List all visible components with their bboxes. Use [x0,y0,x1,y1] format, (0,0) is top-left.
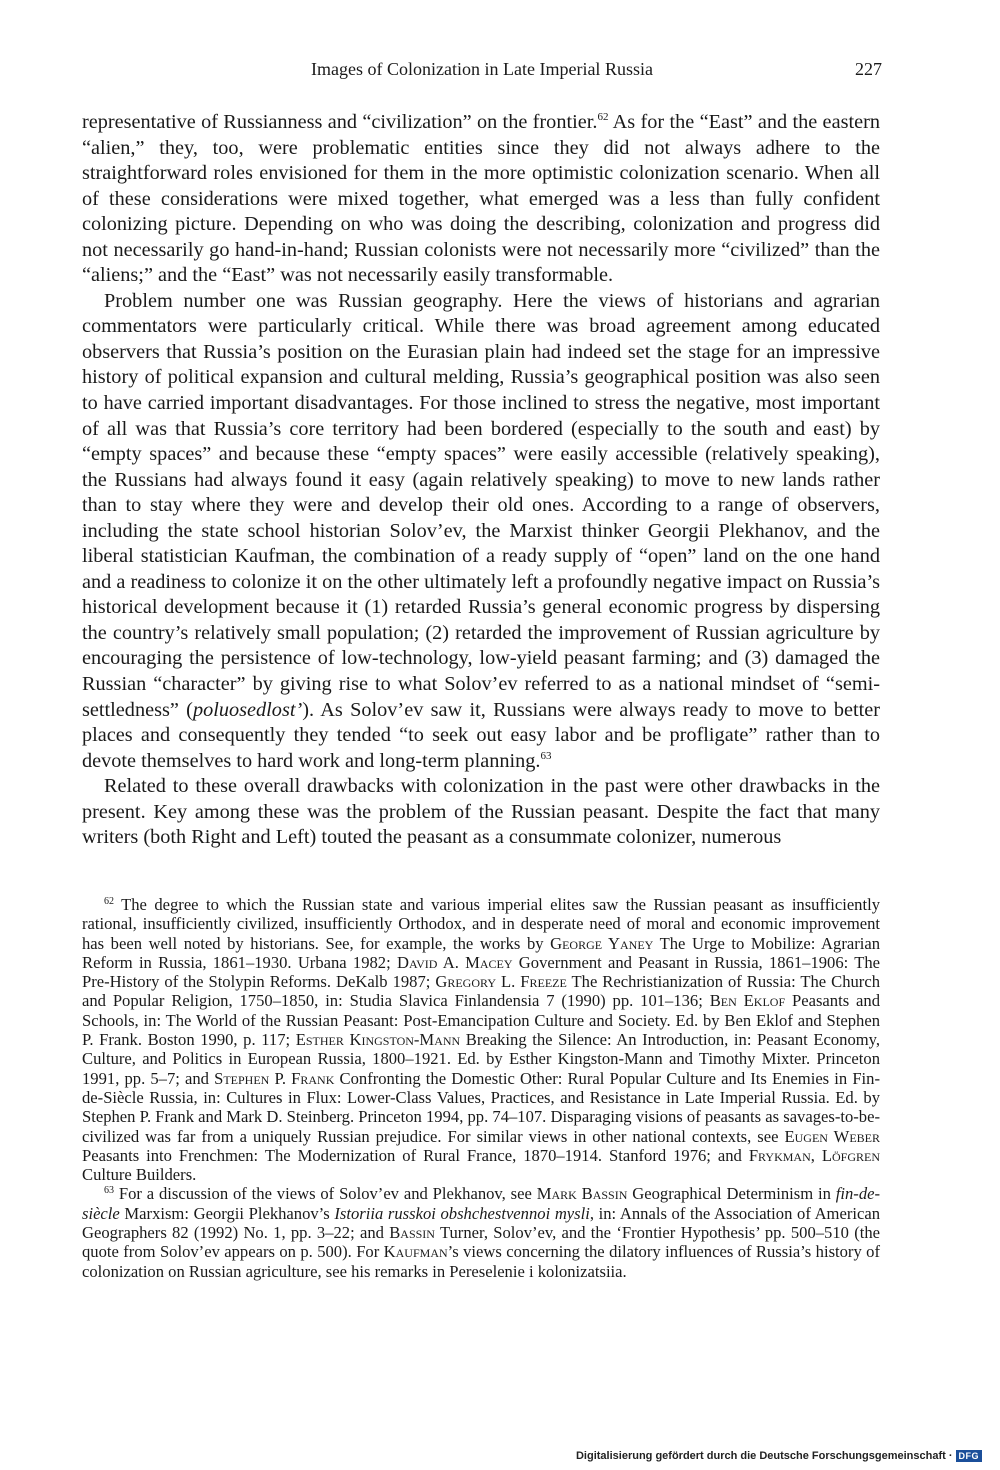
footnote-62 [82,895,880,1184]
paragraph-2-text-b: ). As Solov’ev saw it, Russians were always ready to move to better places and consequently they tended “to seek out easy labor and be profligate” rather than to devote themselves to hard work and long-term planning. [82,698,880,772]
fn63-t1: For a discussion of the views of Solov’ev and Plekhanov, see [114,1184,537,1204]
footer-text: Digitalisierung gefördert durch die Deutsche Forschungsgemeinschaft · [575,1450,953,1462]
footnotes [82,895,880,1281]
fn63-author-2: Bassin [389,1223,435,1243]
paragraph-2-italic: poluosedlost’ [192,698,303,721]
footnote-ref-62: 62 [597,111,609,123]
fn62-author-5: Esther Kingston-Mann [295,1030,461,1050]
paragraph-1 [82,110,880,289]
fn62-t3: Government and Peasant in Russia, 1861–1906: The Pre-History of the Stolypin Reforms. DeKalb 1987; [82,952,880,992]
fn63-author-1: Mark Bassin [536,1184,628,1204]
fn62-t6: Breaking the Silence: An Introduction, in: Peasant Economy, Culture, and Politics in European Russia, 1800–1921. Ed. by Esther Kingston-Mann and Timothy Mixter. Princeton 1991, pp. 5–7; and [82,1030,881,1088]
paragraph-3: Related to these overall drawbacks with colonization in the past were other drawbacks in the present. Key among these was the problem of the Russian peasant. Despite the fact that many writers (both Right and Left) touted the peasant as a consummate colonizer, numerous [82,775,880,849]
fn62-t1: The degree to which the Russian state and various imperial elites saw the Russian peasant as insufficiently rational, insufficiently civilized, insufficiently Orthodox, and in desperate need of moral and economic improvement has been well noted by historians. See, for example, the works by [82,895,880,953]
fn62-t2: The Urge to Mobilize: Agrarian Reform in Russia, 1861–1930. Urbana 1982; [82,933,881,972]
fn62-t8: Peasants into Frenchmen: The Modernization of Rural France, 1870–1914. Stanford 1976; and [82,1145,749,1165]
fn62-t9: Culture Builders. [82,1165,197,1185]
footnote-ref-63: 63 [540,749,552,762]
fn63-italic-2: Istoriia russkoi obshchestvennoi mysli [334,1203,590,1223]
dfg-logo-icon: DFG [956,1450,983,1462]
fn63-italic-1: fin-de-siècle [82,1184,881,1223]
fn62-t5: Peasants and Schools, in: The World of the Russian Peasant: Post-Emancipation Culture and Society. Ed. by Ben Eklof and Stephen P. Frank. Boston 1990, p. 117; [82,991,880,1050]
body-text [82,110,880,851]
paragraph-2-text-a: Problem number one was Russian geography. Here the views of historians and agrarian commentators were particularly critical. While there was broad agreement among educated observers that Russia’s position on the Eurasian plain had indeed set the stage for an impressive history of political expansion and cultural melding, Russia’s geographical position was also seen to have carried important disadvantages. For those inclined to stress the negative, most important of all was that Russia’s core territory had been bordered (especially to the south and east) by “empty spaces” and because these “empty spaces” were easily accessible (relatively speaking), the Russians had always found it easy (again relatively speaking) to move to new lands rather than to stay where they were and develop their old ones. According to a range of observers, including the state school historian Solov’ev, the Marxist thinker Georgii Plekhanov, and the liberal statistician Kaufman, the combination of a ready supply of “open” land on the one hand and a readiness to colonize it on the other ultimately left a profoundly negative impact on Russia’s historical development because it (1) retarded Russia’s general economic progress by dispersing the country’s relatively small population; (2) retarded the improvement of Russian agriculture by encouraging the persistence of low-technology, low-yield peasant farming; and (3) damaged the Russian “character” by giving rise to what Solov’ev referred to as a national mindset of “semi-settledness” ( [82,289,880,721]
fn63-t4: , in: Annals of the Association of American Geographers 82 (1992) No. 1, pp. 3–22; and [82,1203,880,1243]
fn63-t5: Turner, Solov’ev, and the ‘Frontier Hypothesis’ pp. 500–510 (the quote from Solov’ev appears on p. 500). For [82,1223,881,1262]
footnote-63 [82,1184,880,1280]
footnote-63-number: 63 [104,1185,114,1197]
fn62-author-1: George Yaney [550,933,654,953]
paragraph-2 [82,289,880,774]
running-head [82,59,882,85]
paragraph-1-text-a: representative of Russianness and “civilization” on the frontier. [82,111,598,133]
fn63-t6: ’s views concerning the dilatory influences of Russia’s history of colonization on Russian agriculture, see his remarks in Pereselenie i kolonizatsiia. [82,1242,880,1281]
running-title: Images of Colonization in Late Imperial Russia [311,59,653,79]
fn62-author-6: Stephen P. Frank [214,1068,335,1088]
fn62-author-8: Frykman, Löfgren [748,1145,880,1165]
footnote-62-number: 62 [104,896,114,907]
paragraph-1-text-b: As for the “East” and the eastern “alien,” they, too, were problematic entities since they did not always adhere to the straightforward roles envisioned for them in the more optimistic colonization scenario. When all of these considerations were mixed together, what emerged was a less than fully confident colonizing picture. Depending on who was doing the describing, colonization and progress did not necessarily go hand-in-hand; Russian colonists were not necessarily more “civilized” than the “aliens;” and the “East” was not necessarily easily transformable. [82,111,880,287]
fn62-t7: Confronting the Domestic Other: Rural Popular Culture and Its Enemies in Fin-de-Siècle Russia, in: Cultures in Flux: Lower-Class Values, Practices, and Resistance in Late Imperial Russia. Ed. by Stephen P. Frank and Mark D. Steinberg. Princeton 1994, pp. 74–107. Disparaging visions of peasants as savages-to-be-civilized was far from a uniquely Russian prejudice. For similar views in other national contexts, see [82,1068,880,1146]
fn63-t3: Marxism: Georgii Plekhanov’s [119,1203,335,1223]
fn63-author-3: Kaufman [383,1242,448,1262]
fn62-author-3: Gregory L. Freeze [435,972,567,992]
digitization-footer [576,1450,982,1462]
page-number: 227 [855,59,882,79]
fn62-author-4: Ben Eklof [709,991,786,1011]
fn62-author-2: David A. Macey [396,952,513,972]
fn62-t4: The Rechristianization of Russia: The Church and Popular Religion, 1750–1850, in: Studia Slavica Finlandensia 7 (1990) pp. 101–136; [82,972,880,1011]
fn62-author-7: Eugen Weber [784,1126,880,1146]
fn63-t2: Geographical Determinism in [627,1184,836,1204]
